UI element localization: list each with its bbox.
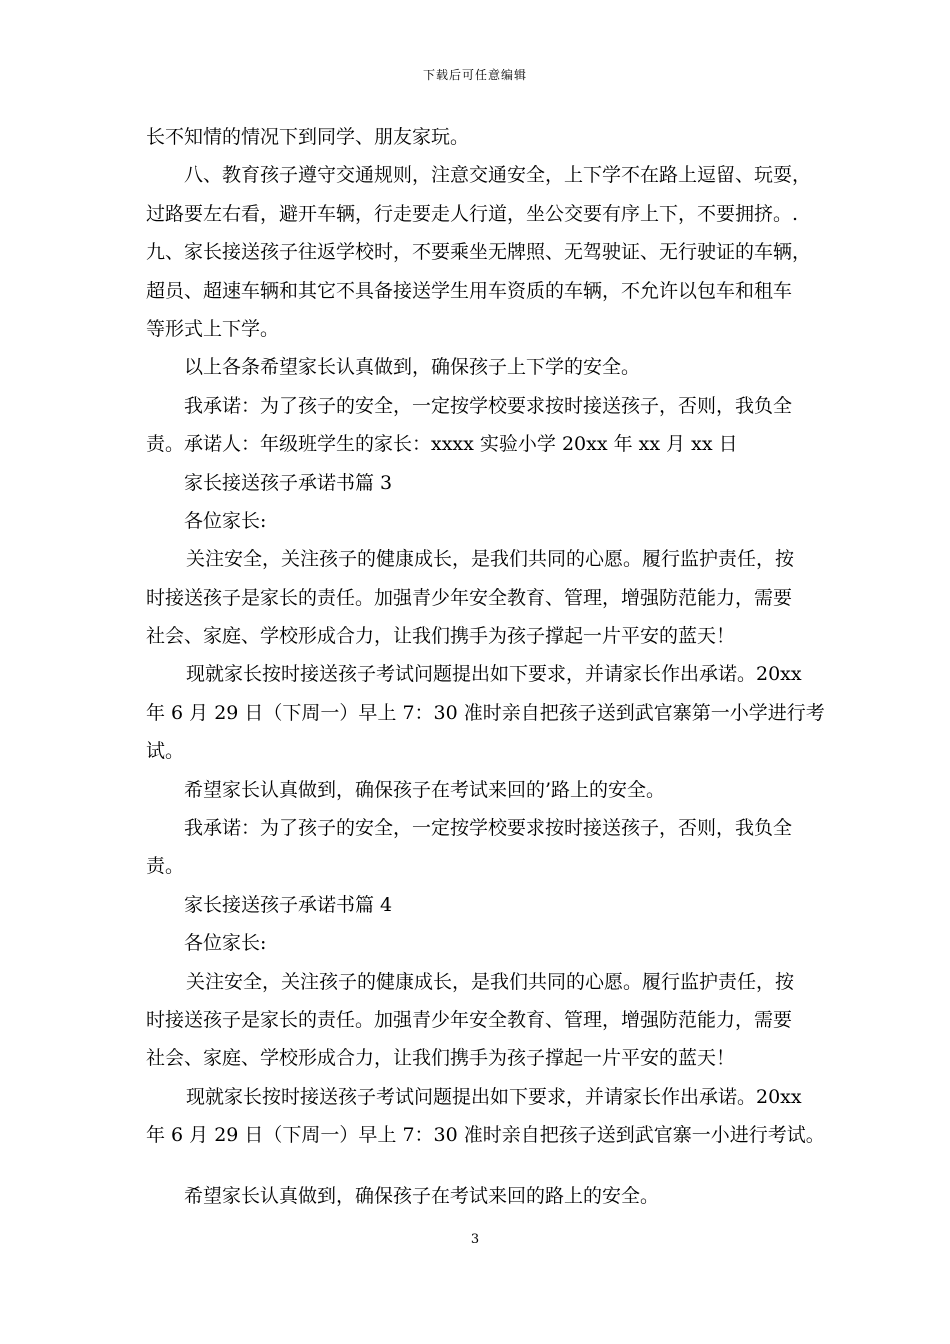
- text-line: 等形式上下学。: [146, 317, 280, 340]
- salutation: 各位家长:: [184, 932, 267, 955]
- text-line: 现就家长按时接送孩子考试问题提出如下要求，并请家长作出承诺。20xx: [186, 1085, 802, 1108]
- section-heading: 家长接送孩子承诺书篇 4: [184, 893, 393, 916]
- text-line: 社会、家庭、学校形成合力，让我们携手为孩子撑起一片平安的蓝天！: [146, 1047, 736, 1070]
- text-line: 试。: [146, 740, 185, 763]
- salutation: 各位家长:: [184, 509, 267, 532]
- page-number: 3: [470, 1232, 480, 1247]
- text-line: 希望家长认真做到，确保孩子在考试来回的路上的安全。: [184, 1184, 660, 1207]
- text-line: 责。: [146, 855, 185, 878]
- text-line: 希望家长认真做到，确保孩子在考试来回的’路上的安全。: [184, 778, 666, 801]
- text-line: 超员、超速车辆和其它不具备接送学生用车资质的车辆，不允许以包车和租车: [146, 279, 793, 302]
- page-header: 下载后可任意编辑: [422, 68, 527, 82]
- text-line: 我承诺：为了孩子的安全，一定按学校要求按时接送孩子，否则，我负全: [184, 394, 793, 417]
- text-line: 时接送孩子是家长的责任。加强青少年安全教育、管理，增强防范能力，需要: [146, 1008, 793, 1031]
- text-line: 关注安全，关注孩子的健康成长，是我们共同的心愿。履行监护责任，按: [186, 970, 795, 993]
- text-line: 我承诺：为了孩子的安全，一定按学校要求按时接送孩子，否则，我负全: [184, 817, 793, 840]
- text-line: 现就家长按时接送孩子考试问题提出如下要求，并请家长作出承诺。20xx: [186, 663, 802, 686]
- text-line: 以上各条希望家长认真做到，确保孩子上下学的安全。: [184, 356, 641, 379]
- section-heading: 家长接送孩子承诺书篇 3: [184, 471, 393, 494]
- text-line: 九、家长接送孩子往返学校时，不要乘坐无牌照、无驾驶证、无行驶证的车辆，: [146, 241, 812, 264]
- text-line: 长不知情的情况下到同学、朋友家玩。: [146, 126, 470, 148]
- document-body: [146, 118, 825, 1215]
- text-line: 过路要左右看，避开车辆，行走要走人行道，坐公交要有序上下，不要拥挤。.: [146, 202, 799, 225]
- text-line: 时接送孩子是家长的责任。加强青少年安全教育、管理，增强防范能力，需要: [146, 586, 793, 609]
- text-line: 八、教育孩子遵守交通规则，注意交通安全，上下学不在路上逗留、玩耍，: [184, 164, 812, 187]
- text-line: 年 6 月 29 日（下周一）早上 7：30 准时亲自把孩子送到武官寨一小进行考试。: [146, 1124, 825, 1147]
- text-line: 年 6 月 29 日（下周一）早上 7：30 准时亲自把孩子送到武官寨第一小学进行考: [146, 701, 825, 724]
- text-line: 责。承诺人：年级班学生的家长：xxxx 实验小学 20xx 年 xx 月 xx 日: [146, 433, 738, 456]
- blank-spacer: [146, 1155, 816, 1177]
- text-line: 社会、家庭、学校形成合力，让我们携手为孩子撑起一片平安的蓝天！: [146, 625, 736, 648]
- text-line: 关注安全，关注孩子的健康成长，是我们共同的心愿。履行监护责任，按: [186, 548, 795, 571]
